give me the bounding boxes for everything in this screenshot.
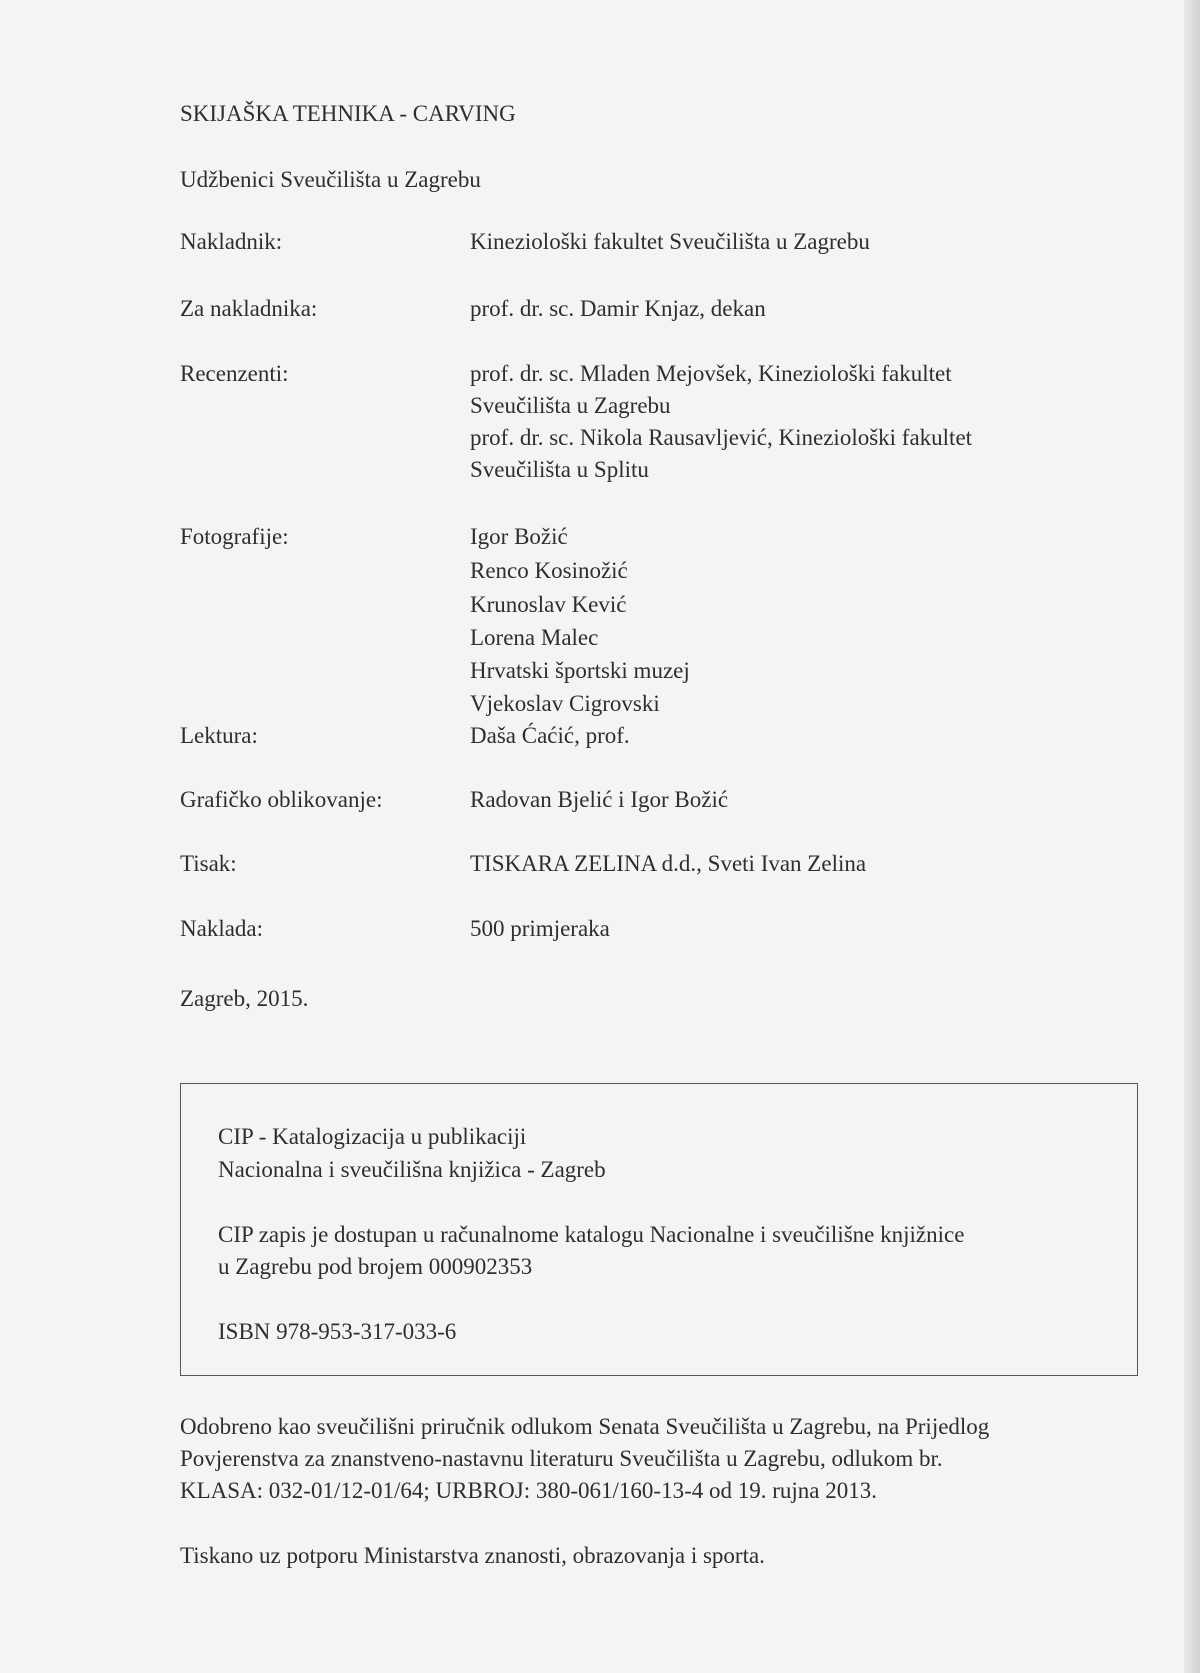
proofreading-value: Daša Ćaćić, prof. <box>470 723 630 748</box>
reviewer-line: prof. dr. sc. Nikola Rausavljević, Kineziološki fakultet <box>470 425 973 450</box>
approval-line: KLASA: 032-01/12-01/64; URBROJ: 380-061/160-13-4 od 19. rujna 2013. <box>180 1478 878 1503</box>
proofreading-label: Lektura: <box>180 723 258 748</box>
cip-heading: CIP - Katalogizacija u publikaciji <box>218 1124 527 1149</box>
publisher-value: Kineziološki fakultet Sveučilišta u Zagrebu <box>470 229 870 254</box>
approval-line: Odobreno kao sveučilišni priručnik odlukom Senata Sveučilišta u Zagrebu, na Prijedlog <box>180 1414 990 1439</box>
reviewer-line: Sveučilišta u Splitu <box>470 457 649 482</box>
photographer-name: Renco Kosinožić <box>470 558 628 583</box>
reviewers-label: Recenzenti: <box>180 361 289 386</box>
approval-line: Povjerenstva za znanstveno-nastavnu literaturu Sveučilišta u Zagrebu, odlukom br. <box>180 1446 943 1471</box>
reviewer-line: prof. dr. sc. Mladen Mejovšek, Kineziološki fakultet <box>470 361 952 386</box>
design-value: Radovan Bjelić i Igor Božić <box>470 787 729 812</box>
photographer-name: Lorena Malec <box>470 625 599 650</box>
printing-value: TISKARA ZELINA d.d., Sveti Ivan Zelina <box>470 851 867 876</box>
for-publisher-value: prof. dr. sc. Damir Knjaz, dekan <box>470 296 766 321</box>
isbn: ISBN 978-953-317-033-6 <box>218 1319 457 1344</box>
cip-record: CIP zapis je dostupan u računalnome katalogu Nacionalne i sveučilišne knjižnice <box>218 1222 965 1247</box>
for-publisher-label: Za nakladnika: <box>180 296 318 321</box>
cip-library: Nacionalna i sveučilišna knjižica - Zagreb <box>218 1157 606 1182</box>
cip-box <box>180 1083 1138 1376</box>
photographer-name: Krunoslav Kević <box>470 592 627 617</box>
support-note: Tiskano uz potporu Ministarstva znanosti, obrazovanja i sporta. <box>180 1543 765 1568</box>
book-title: SKIJAŠKA TEHNIKA - CARVING <box>180 101 516 126</box>
place-date: Zagreb, 2015. <box>180 986 309 1011</box>
series-name: Udžbenici Sveučilišta u Zagrebu <box>180 167 481 192</box>
cip-record: u Zagrebu pod brojem 000902353 <box>218 1254 533 1279</box>
photographer-name: Vjekoslav Cigrovski <box>470 691 660 716</box>
page-edge <box>1184 0 1200 1673</box>
photographer-name: Igor Božić <box>470 524 568 549</box>
photographer-name: Hrvatski športski muzej <box>470 658 690 683</box>
reviewer-line: Sveučilišta u Zagrebu <box>470 393 671 418</box>
publisher-label: Nakladnik: <box>180 229 283 254</box>
design-label: Grafičko oblikovanje: <box>180 787 383 812</box>
photos-label: Fotografije: <box>180 524 289 549</box>
edition-label: Naklada: <box>180 916 264 941</box>
printing-label: Tisak: <box>180 851 237 876</box>
edition-value: 500 primjeraka <box>470 916 610 941</box>
